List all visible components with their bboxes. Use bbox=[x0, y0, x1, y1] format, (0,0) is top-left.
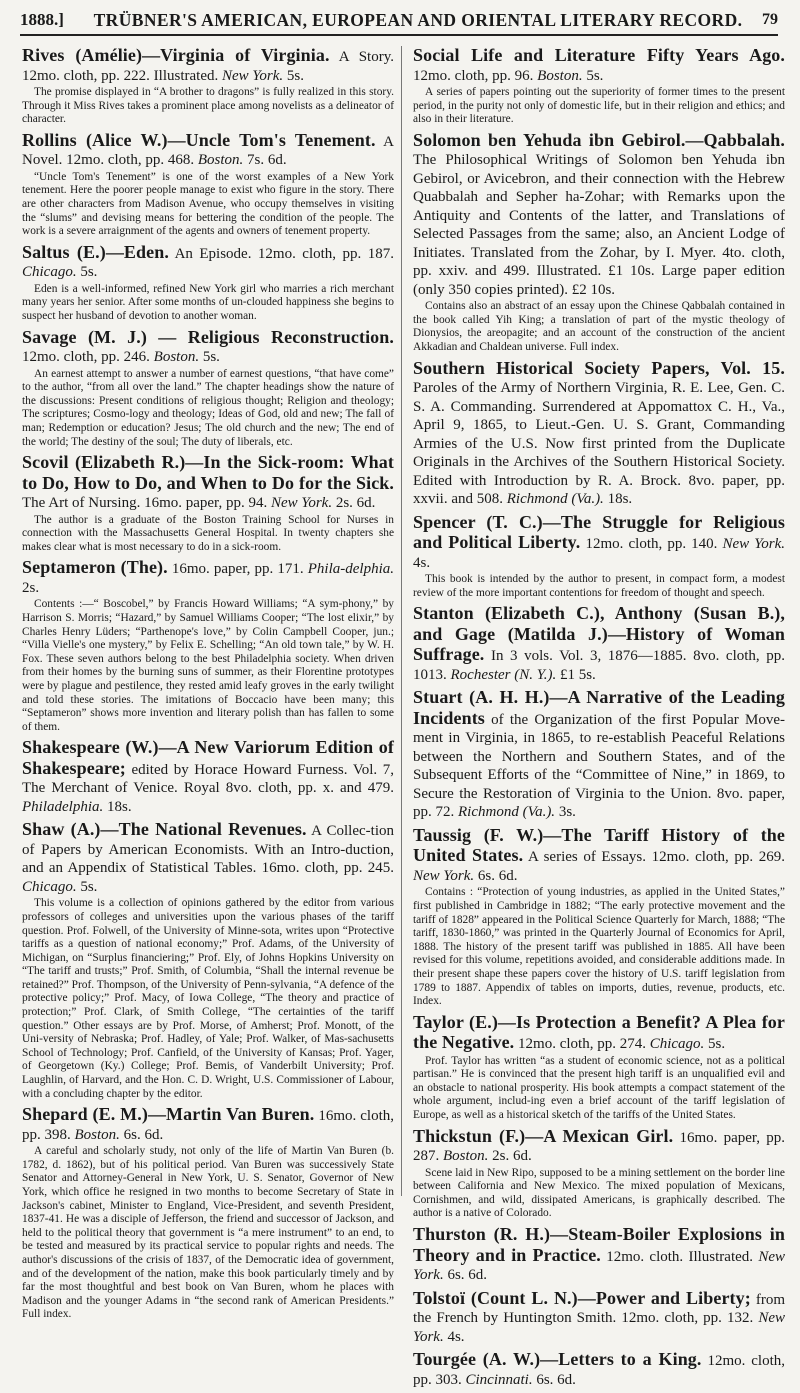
entry-name: Stanton (Elizabeth C.), Anthony (Susan B.), and Gage (Matilda J.)—History of Woman Suffrage. bbox=[413, 603, 785, 665]
entry-bibliographic-details: An Episode. 12mo. cloth, pp. 187. bbox=[174, 245, 394, 262]
entry-name: Spencer (T. C.)—The Struggle for Religious and Political Liberty. bbox=[413, 511, 785, 553]
entry-heading bbox=[413, 359, 785, 509]
entry-description: The promise displayed in “A brother to dragons” is fully realized in this story. Through it Miss Rives takes a prominent place among novelists as a delineator of character. bbox=[22, 86, 394, 126]
entry-place: New York. bbox=[221, 67, 284, 84]
catalogue-entry bbox=[413, 46, 785, 127]
entry-price: 4s. bbox=[447, 1328, 465, 1345]
catalogue-entry bbox=[413, 513, 785, 601]
entry-heading bbox=[22, 131, 394, 170]
entry-heading bbox=[413, 826, 785, 886]
entry-bibliographic-details: 12mo. cloth, pp. 246. bbox=[22, 349, 150, 366]
entry-place: New York. bbox=[270, 495, 333, 512]
entry-heading bbox=[413, 131, 785, 300]
entry-place: Chicago. bbox=[22, 878, 77, 895]
entry-name: Thickstun (F.)—A Mexican Girl. bbox=[413, 1125, 674, 1146]
entry-heading bbox=[22, 1105, 394, 1144]
entry-heading bbox=[22, 820, 394, 896]
entry-price: 2s. bbox=[22, 579, 40, 596]
entry-heading bbox=[22, 328, 394, 367]
entry-bibliographic-details: A Novel. 12mo. cloth, pp. 468. bbox=[22, 133, 394, 169]
entry-name: Social Life and Literature Fifty Years Ago. bbox=[413, 45, 785, 65]
catalogue-entry bbox=[413, 1127, 785, 1221]
entry-name: Taussig (F. W.)—The Tariff History of the United States. bbox=[413, 824, 785, 866]
entry-place: Richmond (Va.). bbox=[506, 491, 604, 508]
entry-price: 5s. bbox=[202, 349, 220, 366]
entry-description: This volume is a collection of opinions gathered by the editor from various professors of colleges and universities upon the various phases of the tariff question. Prof. Folwell, of the University of Minne-sota, writes upon “Protective tariffs as a question of national economy;” Prof. Adams, of the University of Michigan, on “Surplus financiering;” Prof. Ely, of Johns Hopkins University on “The tariff and trusts;” Prof. Smith, of Columbia, “Shall the internal revenue be retained?” Prof. Thompson, of the University of Penn-sylvania, “A defence of the protective policy;” Prof. Macy, of Iowa College, “The theory and practice of protection;” Prof. Clark, of Smith College, “The certainties of the tariff question.” Other essays are by Prof. Morse, of Amherst; Prof. Monott, of the Uni-versity of Nebraska; Prof. Hadley, of Yale; Prof. Walker, of Mas-sachusetts School of Technology; Prof. Canfield, of the University of Kansas; Prof. Yager, of Georgetown (Ky.) College; Prof. Bemis, of Vanderbilt University; Prof. Laughlin, of Harvard, and the Hon. C. D. Wright, U.S. Commissioner of Labour, with a concluding chapter by the editor. bbox=[22, 897, 394, 1100]
column-divider bbox=[401, 46, 402, 1196]
entry-heading bbox=[22, 46, 394, 85]
entry-place: Rochester (N. Y.). bbox=[450, 666, 557, 683]
entry-heading bbox=[413, 1013, 785, 1054]
entry-heading bbox=[413, 1289, 785, 1347]
entry-price: £1 5s. bbox=[559, 666, 596, 683]
running-header bbox=[20, 6, 778, 36]
entry-place: Boston. bbox=[74, 1126, 120, 1143]
page-number: 79 bbox=[762, 11, 778, 28]
right-column bbox=[413, 46, 785, 1393]
entry-price: 6s. 6d. bbox=[123, 1126, 164, 1143]
entry-description: The author is a graduate of the Boston Training School for Nurses in connection with the Massachusetts General Hospital. In twenty chapters she makes clear what is most necessary to do in a sick-room. bbox=[22, 513, 394, 553]
entry-bibliographic-details: A series of Essays. 12mo. cloth, pp. 269. bbox=[528, 849, 785, 866]
entry-name: Thurston (R. H.)—Steam-Boiler Explosions in Theory and in Practice. bbox=[413, 1224, 785, 1265]
entry-place: Boston. bbox=[197, 152, 244, 169]
entry-place: Phila-delphia. bbox=[307, 561, 394, 578]
entry-place: Boston. bbox=[153, 349, 200, 366]
entry-place: Chicago. bbox=[649, 1036, 705, 1053]
entry-bibliographic-details: The Art of Nursing. 16mo. paper, pp. 94. bbox=[22, 495, 268, 512]
entry-description: Prof. Taylor has written “as a student of economic science, not as a political partisan.” He is convinced that the present high tariff is an unqualified evil and an obstacle to national prosperity. His book attempts a compact statement of the whole argument, includ-ing even a brief account of the tariff legislation of Europe, as well as a historical sketch of the tariffs of the United States. bbox=[413, 1054, 785, 1122]
catalogue-entry bbox=[413, 1225, 785, 1285]
entry-name: Solomon ben Yehuda ibn Gebirol.—Qabbalah. bbox=[413, 129, 785, 150]
entry-price: 2s. 6d. bbox=[335, 495, 376, 512]
catalogue-entry bbox=[22, 328, 394, 450]
entry-name: Savage (M. J.) — Religious Reconstruction. bbox=[22, 326, 394, 347]
header-year: 1888.] bbox=[20, 10, 64, 29]
entry-name: Tourgée (A. W.)—Letters to a King. bbox=[413, 1349, 702, 1370]
entry-place: Philadelphia. bbox=[22, 798, 104, 815]
entry-price: 18s. bbox=[107, 798, 132, 815]
entry-name: Shepard (E. M.)—Martin Van Buren. bbox=[22, 1104, 315, 1125]
entry-name: Rives (Amélie)—Virginia of Virginia. bbox=[22, 45, 330, 65]
entry-name: Stuart (A. H. H.)—A Narrative of the Leading Incidents bbox=[413, 687, 785, 728]
entry-name: Southern Historical Society Papers, Vol. 15. bbox=[413, 357, 785, 378]
entry-name: Taylor (E.)—Is Protection a Benefit? A Plea for the Negative. bbox=[413, 1011, 785, 1053]
entry-price: 5s. bbox=[586, 67, 604, 84]
left-column bbox=[22, 46, 394, 1326]
entry-place: Boston. bbox=[443, 1148, 489, 1165]
entry-bibliographic-details: A Story. 12mo. cloth, pp. 222. Illustrated. bbox=[22, 49, 394, 84]
entry-place: New York. bbox=[413, 1248, 785, 1284]
entry-price: 6s. 6d. bbox=[447, 1267, 488, 1284]
entry-description: Scene laid in New Ripo, supposed to be a mining settlement on the border line between California and New Mexico. The mixed population of Mexicans, Cornishmen, and wild, dissipated Americans, is graphically described. The author is a native of Colorado. bbox=[413, 1166, 785, 1220]
catalogue-entry bbox=[413, 1013, 785, 1123]
catalogue-entry bbox=[22, 738, 394, 816]
entry-price: 7s. 6d. bbox=[247, 152, 287, 169]
entry-bibliographic-details: 12mo. cloth, pp. 303. bbox=[413, 1353, 786, 1388]
entry-description: Contains also an abstract of an essay upon the Chinese Qabbalah contained in the book called Yih King; a translation of part of the mystic theology of Dionysios, the areopagite; and an account of the construction of the ancient Akkadian and Chaldean universe. Full index. bbox=[413, 300, 785, 354]
entry-description: A series of papers pointing out the superiority of former times to the present period, in the purity not only of domestic life, but in their religion and ethics; and also in their literature. bbox=[413, 86, 785, 126]
entry-price: 3s. bbox=[558, 804, 576, 821]
entry-price: 5s. bbox=[80, 264, 98, 281]
entry-description: An earnest attempt to answer a number of earnest questions, “that have come” to the author, “from all over the land.” The chapter headings show the nature of the discussions: Present conditions of religious thought; Religion and theology; The scriptures; Cosmo-logy and theology; Ideas of God, old and new; The fall of man; Redemption or education? Jesus; The old church and the new; The end of the world; The destiny of the soul; The duty of liberals, etc. bbox=[22, 367, 394, 448]
entry-place: Boston. bbox=[537, 67, 583, 84]
entry-bibliographic-details: 12mo. cloth, pp. 96. bbox=[413, 67, 534, 84]
entry-description: Contains : “Protection of young industries, as applied in the United States,” first published in Cambridge in 1882; “The early protective movement and the tariff of 1828” appeared in the Political Science Quarterly for March, 1888; “The tariff, 1830-1860,” was printed in the Quarterly Journal of Economics for April, 1888. The history of the present tariff was published in 1885. All have been revised for this volume, repetitions avoided, and considerable additions made. In their present shape these papers cover the history of U.S. tariff legislation from 1789 to 1887. Appendix of tables on imports, duties, revenue, products, etc. Index. bbox=[413, 886, 785, 1008]
entry-heading bbox=[413, 46, 785, 85]
catalogue-entry bbox=[22, 453, 394, 554]
entry-bibliographic-details: 12mo. cloth. Illustrated. bbox=[606, 1248, 754, 1265]
catalogue-entry bbox=[413, 131, 785, 355]
entry-heading bbox=[22, 453, 394, 513]
entry-bibliographic-details: edited by Horace Howard Furness. Vol. 7, The Merchant of Venice. Royal 8vo. cloth, pp. x. and 479. bbox=[22, 761, 395, 797]
entry-name: Septameron (The). bbox=[22, 557, 168, 578]
entry-price: 5s. bbox=[286, 67, 304, 84]
catalogue-entry bbox=[22, 131, 394, 239]
entry-name: Scovil (Elizabeth R.)—In the Sick-room: What to Do, How to Do, and When to Do for the Sick. bbox=[22, 452, 394, 493]
entry-name: Saltus (E.)—Eden. bbox=[22, 241, 169, 262]
entry-description: Eden is a well-informed, refined New York girl who marries a rich merchant many years her senior. After some months of un-clouded happiness she begins to suspect her husband of devotion to another woman. bbox=[22, 282, 394, 322]
catalogue-entry bbox=[22, 820, 394, 1101]
catalogue-entry bbox=[413, 1289, 785, 1347]
entry-price: 5s. bbox=[80, 878, 98, 895]
entry-heading bbox=[22, 738, 394, 816]
entry-bibliographic-details: 16mo. paper, pp. 287. bbox=[413, 1129, 785, 1165]
entry-description: A careful and scholarly study, not only of the life of Martin Van Buren (b. 1782, d. 1862), but of his political period. Van Buren was successively State Senator and Attorney-General in New York, U. S. Senator, Governor of New York, which office he resigned in two months to become Secretary of State in Jackson's cabinet, Minister to England, Vice-President, and seventh President, 1837-41. He was a disciple of Jefferson, the friend and successor of Jackson, and held to the political theory that government is “a mere instrument” to an end, to be tested and measured by its practical service to popular rights and needs. The author's discussions of the crisis of 1837, of the Democratic idea of government, and of the development of the nation, make this book particularly timely and by far the most thoughtful and best book on Van Buren, whom he places with Madison and the younger Adams in “the second rank of American Presidents.” Full index. bbox=[22, 1145, 394, 1321]
catalogue-entry bbox=[413, 604, 785, 684]
entry-place: Cincinnati. bbox=[465, 1371, 533, 1388]
entry-heading bbox=[413, 513, 785, 573]
entry-heading bbox=[413, 688, 785, 822]
entry-name: Shaw (A.)—The National Revenues. bbox=[22, 819, 307, 840]
header-title: TRÜBNER'S AMERICAN, EUROPEAN AND ORIENTAL LITERARY RECORD. bbox=[93, 9, 743, 30]
catalogue-entry bbox=[22, 1105, 394, 1322]
catalogue-entry bbox=[22, 558, 394, 734]
entry-price: 18s. bbox=[607, 491, 633, 508]
entry-bibliographic-details: 16mo. paper, pp. 171. bbox=[171, 561, 304, 578]
catalogue-entry bbox=[413, 359, 785, 509]
entry-bibliographic-details: In 3 vols. Vol. 3, 1876—1885. 8vo. cloth, pp. 1013. bbox=[413, 648, 785, 683]
entry-place: New York. bbox=[413, 1310, 786, 1345]
entry-bibliographic-details: The Philosophical Writings of Solomon ben Yehuda ibn Gebirol, or Avicebron, and their connection with the Hebrew Quabbalah and Sepher ha-Zohar; with Remarks upon the Antiquity and Contents of the latter, and Translations of Selected Passages from the same; also, an Ancient Lodge of Initiates. Translated from the Zohar, by I. Myer. 4to. cloth, pp. xxiv. and 499. Illustrated. £1 10s. Large paper edition (only 350 copies printed). £2 10s. bbox=[413, 152, 785, 298]
entry-heading bbox=[22, 558, 394, 597]
catalogue-entry bbox=[22, 243, 394, 324]
entry-bibliographic-details: Paroles of the Army of Northern Virginia, R. E. Lee, Gen. C. S. A. Commanding. Surrendered at Appomattox C. H., Va., April 9, 1865, to Lieut.-Gen. U. S. Grant, Commanding Armies of the U.S. Now first printed from the Duplicate Originals in the Archives of the Southern Historical Society. Edited with Introduction by R. A. Brock. 8vo. paper, pp. xxvii. and 508. bbox=[413, 380, 785, 508]
entry-description: This book is intended by the author to present, in compact form, a modest review of the more important contentions for freedom of thought and speech. bbox=[413, 573, 785, 599]
entry-bibliographic-details: 12mo. cloth, pp. 274. bbox=[518, 1036, 646, 1053]
entry-heading bbox=[22, 243, 394, 282]
entry-bibliographic-details: from the French by Huntington Smith. 12mo. cloth, pp. 132. bbox=[413, 1291, 786, 1327]
entry-bibliographic-details: 16mo. cloth, pp. 398. bbox=[22, 1108, 394, 1143]
entry-price: 2s. 6d. bbox=[492, 1148, 532, 1165]
entry-name: Rollins (Alice W.)—Uncle Tom's Tenement. bbox=[22, 129, 376, 150]
entry-heading bbox=[413, 1225, 785, 1285]
entry-place: Richmond (Va.). bbox=[458, 804, 556, 821]
entry-price: 5s. bbox=[708, 1036, 726, 1053]
entry-name: Tolstoï (Count L. N.)—Power and Liberty; bbox=[413, 1287, 751, 1308]
entry-place: Chicago. bbox=[22, 264, 77, 281]
entry-heading bbox=[413, 1127, 785, 1166]
entry-price: 6s. 6d. bbox=[536, 1371, 576, 1388]
catalogue-entry bbox=[413, 688, 785, 822]
entry-price: 4s. bbox=[413, 554, 431, 571]
entry-name: Shakespeare (W.)—A New Variorum Edition of Shakespeare; bbox=[22, 737, 394, 778]
catalogue-entry bbox=[22, 46, 394, 127]
catalogue-entry bbox=[413, 1350, 785, 1389]
entry-bibliographic-details: 12mo. cloth, pp. 140. bbox=[585, 536, 718, 553]
entry-bibliographic-details: A Collec-tion of Papers by American Economists. With an Intro-duction, and an Appendix of Statistical Tables. 16mo. cloth, pp. 245. bbox=[22, 823, 394, 877]
entry-place: New York. bbox=[722, 536, 785, 553]
entry-heading bbox=[413, 604, 785, 684]
catalogue-entry bbox=[413, 826, 785, 1009]
entry-description: “Uncle Tom's Tenement” is one of the worst examples of a New York tenement. Here the poorer people manage to exist who figure in the story. There are other characters from Madison Avenue, who occupy themselves in visiting the “slums” and devising means for bettering the condition of the people. The work is a severe arraignment of the agents and owners of tenement property. bbox=[22, 170, 394, 238]
entry-description: Contents :—“ Boscobel,” by Francis Howard Williams; “A sym-phony,” by Harrison S. Morris; “Hazard,” by Samuel Williams Cooper; “The lost elixir,” by Charles Henry Lüders; “Parthenope's love,” by Colin Campbell Cooper, jun.; “Villa Vielle's one mystery,” by Felix E. Schelling; “An old town tale,” by W. H. Fox. These seven authors belong to the best Philadelphia society. When driven from their homes by the burning suns of summer, as their Florentine prototypes were by plague and pestilence, they rested amid leafy groves in the early twilight and told these stories. The imitations of Boccacio have been many; this “Septameron” shows more invention and literary polish than has fallen to some of them. bbox=[22, 598, 394, 733]
entry-bibliographic-details: of the Organization of the first Popular Move-ment in Virginia, in 1865, to re-establish Peaceful Relations between the Northern and Southern States, and of the Subsequent Efforts of the “Committee of Nine,” in 1869, to Secure the Restoration of Virginia to the Union. 8vo. paper, pp. 72. bbox=[413, 711, 785, 821]
entry-price: 6s. 6d. bbox=[477, 867, 518, 884]
entry-heading bbox=[413, 1350, 785, 1389]
entry-place: New York. bbox=[413, 867, 475, 884]
